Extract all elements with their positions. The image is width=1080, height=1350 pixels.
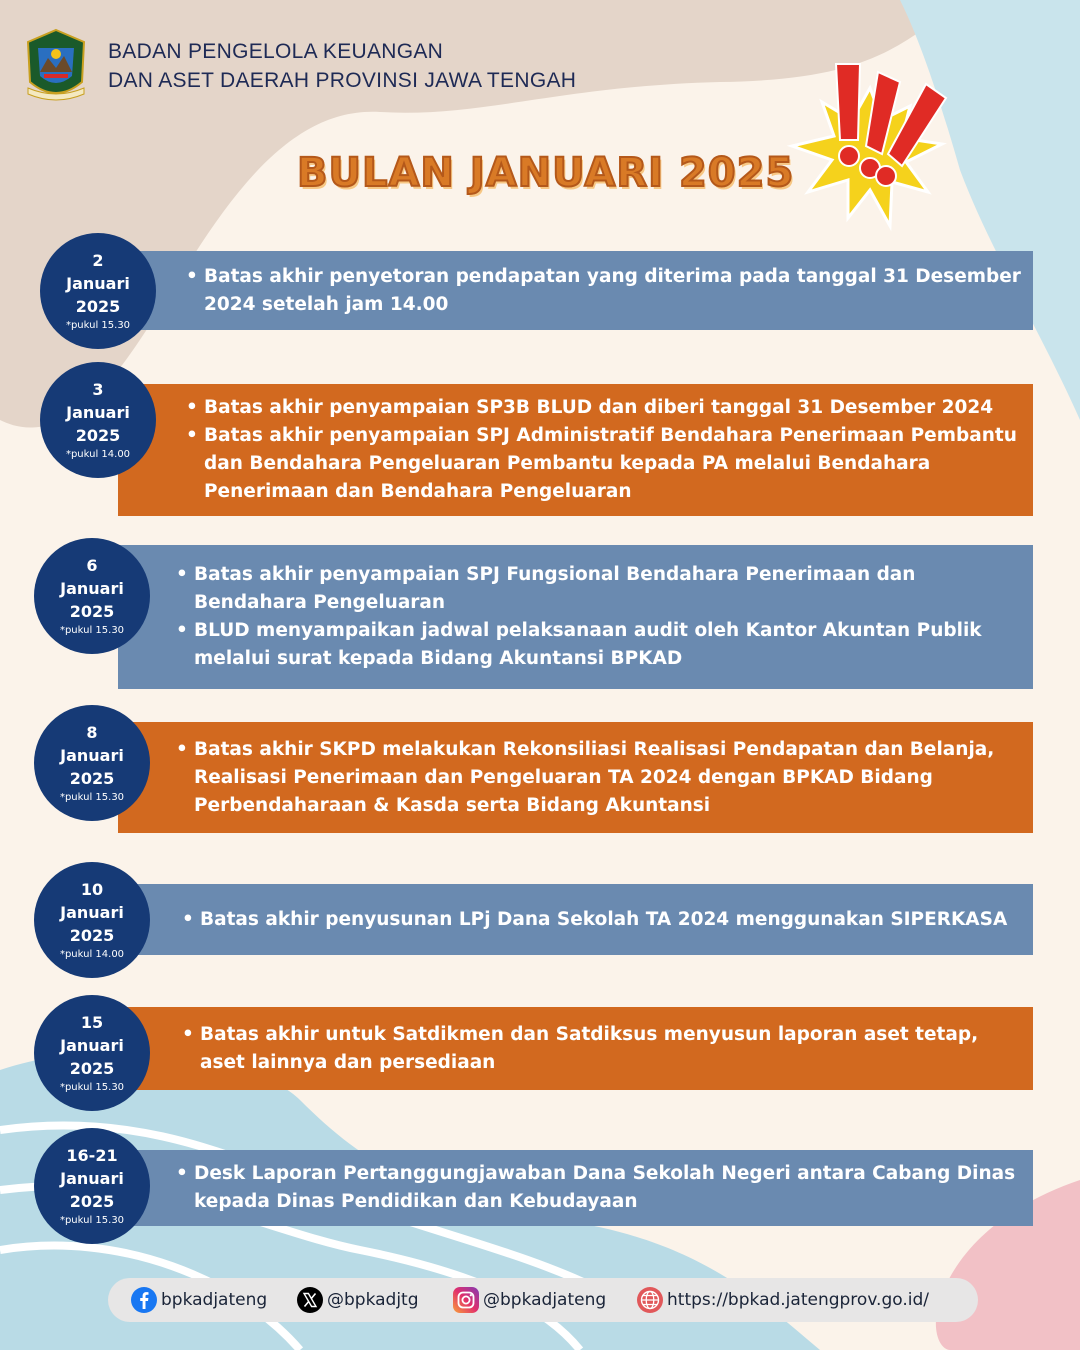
- deadline-list: [182, 1021, 1023, 1077]
- date-time: *pukul 14.00: [59, 949, 125, 960]
- date-day: 3: [92, 380, 104, 399]
- deadline-list: [182, 906, 1023, 934]
- date-year: 2025: [69, 1192, 115, 1211]
- deadline-item: • Batas akhir penyetoran pendapatan yang diterima pada tanggal 31 Desember 2024 setelah jam 14.00: [186, 263, 1023, 319]
- social-footer: [108, 1278, 978, 1322]
- website-link[interactable]: [636, 1286, 929, 1314]
- deadline-bar: [118, 722, 1033, 833]
- date-year: 2025: [75, 297, 121, 316]
- date-time: *pukul 15.30: [59, 1215, 125, 1226]
- date-month: Januari: [60, 579, 124, 598]
- deadline-list: [186, 263, 1023, 319]
- date-badge: [40, 233, 156, 349]
- deadline-item: • Batas akhir untuk Satdikmen dan Satdiksus menyusun laporan aset tetap, aset lainnya dan persediaan: [182, 1021, 1023, 1077]
- date-time: *pukul 15.30: [59, 792, 125, 803]
- deadline-list: [176, 1160, 1023, 1216]
- x-link[interactable]: [296, 1286, 419, 1314]
- deadline-item: • Batas akhir penyusunan LPj Dana Sekolah TA 2024 menggunakan SIPERKASA: [182, 906, 1023, 934]
- x-icon: [296, 1286, 324, 1314]
- deadline-list: [176, 736, 1023, 820]
- date-year: 2025: [69, 926, 115, 945]
- globe-icon: [636, 1286, 664, 1314]
- page-title: BULAN JANUARI 2025: [297, 150, 795, 196]
- deadline-list: [176, 561, 1023, 673]
- date-year: 2025: [75, 426, 121, 445]
- website-url: https://bpkad.jatengprov.go.id/: [667, 1290, 929, 1310]
- date-month: Januari: [66, 403, 130, 422]
- deadline-bar: [118, 384, 1033, 516]
- facebook-handle: bpkadjateng: [161, 1290, 268, 1310]
- provincial-emblem-icon: [22, 28, 90, 104]
- deadline-item: • Batas akhir penyampaian SP3B BLUD dan diberi tanggal 31 Desember 2024: [186, 394, 1023, 422]
- date-badge: [34, 862, 150, 978]
- exclamation-burst-icon: [778, 58, 956, 238]
- date-badge: [34, 538, 150, 654]
- facebook-link[interactable]: [130, 1286, 267, 1314]
- agency-name-line1: BADAN PENGELOLA KEUANGAN: [108, 40, 444, 63]
- header: [22, 28, 576, 104]
- agency-name-line2: DAN ASET DAERAH PROVINSI JAWA TENGAH: [108, 69, 577, 92]
- deadline-item: • Desk Laporan Pertanggungjawaban Dana Sekolah Negeri antara Cabang Dinas kepada Dinas Pendidikan dan Kebudayaan: [176, 1160, 1023, 1216]
- instagram-link[interactable]: [452, 1286, 606, 1314]
- date-day: 8: [86, 723, 98, 742]
- date-day: 6: [86, 556, 98, 575]
- deadline-item: • Batas akhir SKPD melakukan Rekonsiliasi Realisasi Pendapatan dan Belanja, Realisasi Penerimaan dan Pengeluaran TA 2024 dengan BPKAD Bidang Perbendaharaan & Kasda serta Bidang Akuntansi: [176, 736, 1023, 820]
- date-year: 2025: [69, 769, 115, 788]
- date-badge: [34, 1128, 150, 1244]
- deadline-bar: [118, 1007, 1033, 1090]
- date-badge: [34, 705, 150, 821]
- date-time: *pukul 14.00: [65, 449, 131, 460]
- deadline-bar: [118, 545, 1033, 689]
- instagram-handle: @bpkadjateng: [483, 1290, 607, 1310]
- facebook-icon: [130, 1286, 158, 1314]
- date-month: Januari: [60, 1169, 124, 1188]
- x-handle: @bpkadjtg: [327, 1290, 419, 1310]
- date-day: 15: [80, 1013, 104, 1032]
- deadline-list: [186, 394, 1023, 506]
- deadline-bar: [118, 251, 1033, 330]
- date-day: 2: [92, 251, 104, 270]
- date-month: Januari: [66, 274, 130, 293]
- date-badge: [34, 995, 150, 1111]
- instagram-icon: [452, 1286, 480, 1314]
- date-month: Januari: [60, 903, 124, 922]
- date-time: *pukul 15.30: [65, 320, 131, 331]
- date-day: 16-21: [66, 1146, 118, 1165]
- date-month: Januari: [60, 1036, 124, 1055]
- deadline-bar: [118, 884, 1033, 955]
- deadline-bar: [118, 1150, 1033, 1226]
- deadline-item: • Batas akhir penyampaian SPJ Administratif Bendahara Penerimaan Pembantu dan Bendahara Pengeluaran Pembantu kepada PA melalui Bendahara Penerimaan dan Bendahara Pengeluaran: [186, 422, 1023, 506]
- agency-name: [108, 37, 576, 95]
- deadline-item: • BLUD menyampaikan jadwal pelaksanaan audit oleh Kantor Akuntan Publik melalui surat kepada Bidang Akuntansi BPKAD: [176, 617, 1023, 673]
- date-month: Januari: [60, 746, 124, 765]
- date-year: 2025: [69, 1059, 115, 1078]
- date-time: *pukul 15.30: [59, 1082, 125, 1093]
- date-badge: [40, 362, 156, 478]
- date-day: 10: [80, 880, 104, 899]
- date-year: 2025: [69, 602, 115, 621]
- date-time: *pukul 15.30: [59, 625, 125, 636]
- deadline-item: • Batas akhir penyampaian SPJ Fungsional Bendahara Penerimaan dan Bendahara Pengeluaran: [176, 561, 1023, 617]
